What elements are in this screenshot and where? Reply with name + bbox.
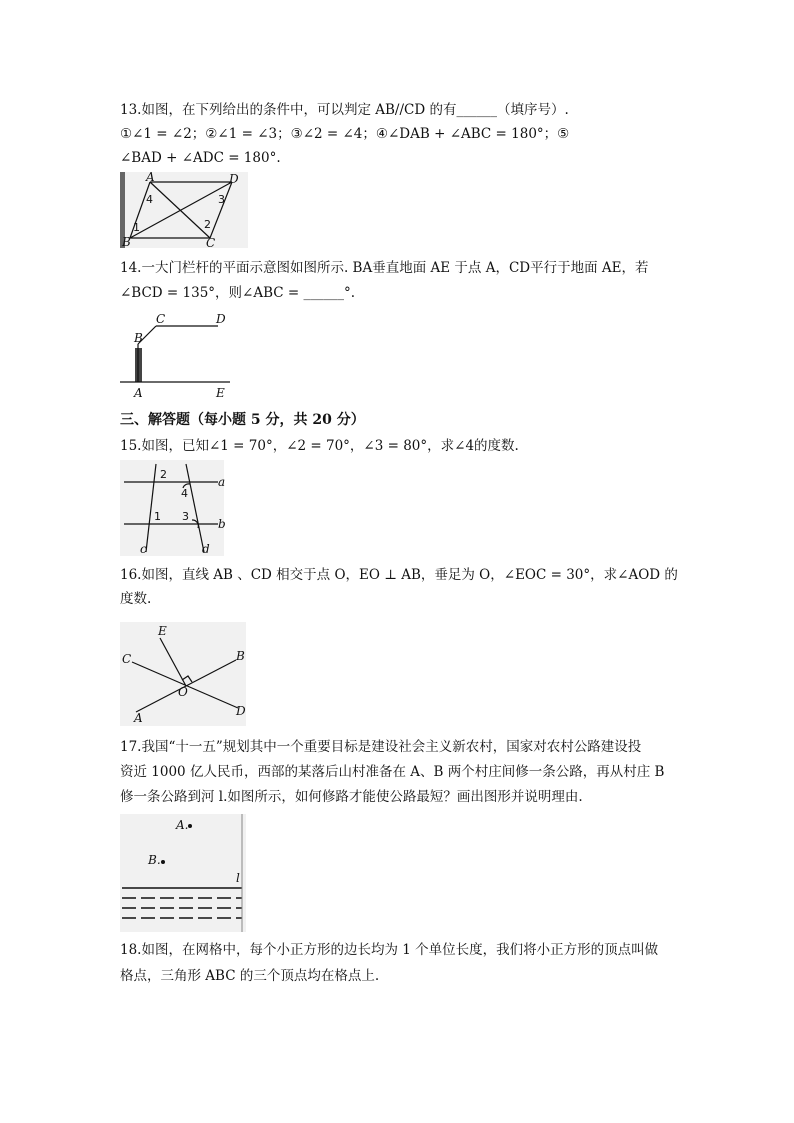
q16-label-C: C — [122, 652, 132, 666]
q13-figure — [120, 172, 248, 248]
q16-label-O: O — [178, 685, 188, 699]
q13-angle-2: 2 — [204, 218, 211, 231]
q17-label-l: l — [236, 871, 240, 885]
q15-angle-4: 4 — [181, 487, 188, 500]
q16-label-D: D — [236, 704, 246, 718]
q13-line2: ①∠1 = ∠2；②∠1 = ∠3；③∠2 = ∠4；④∠DAB + ∠ABC = 180°；⑤ — [120, 126, 570, 142]
q14-label-E: E — [216, 386, 225, 400]
q16-line2: 度数. — [120, 591, 152, 607]
q13-label-A: A — [146, 170, 155, 184]
q15-line1: 15.如图，已知∠1 = 70°，∠2 = 70°，∠3 = 80°，求∠4的度数. — [120, 438, 519, 454]
q17-river-diagram — [120, 814, 246, 932]
q16-label-E: E — [158, 624, 167, 638]
q14-label-D: D — [216, 312, 226, 326]
q13-label-B: B — [122, 235, 131, 249]
q14-label-B: B — [134, 331, 143, 345]
q15-label-d: d — [202, 542, 210, 556]
q15-parallel-lines-diagram — [120, 460, 224, 556]
q16-line1: 16.如图，直线 AB 、CD 相交于点 O，EO ⊥ AB，垂足为 O，∠EOC = 30°，求∠AOD 的 — [120, 567, 678, 583]
q14-label-C: C — [156, 312, 166, 326]
section-3-heading: 三、解答题（每小题 5 分，共 20 分） — [120, 412, 365, 428]
q17-line2: 资近 1000 亿人民币，西部的某落后山村准备在 A、B 两个村庄间修一条公路，再从村庄 B — [120, 764, 665, 780]
q15-angle-1: 1 — [154, 510, 161, 523]
q13-parallelogram-diagram — [120, 172, 248, 248]
q15-label-c: c — [140, 542, 147, 556]
q16-label-B: B — [236, 649, 245, 663]
q13-angle-1: 1 — [133, 221, 140, 234]
q14-line1: 14.一大门栏杆的平面示意图如图所示. BA垂直地面 AE 于点 A，CD平行于地面 AE，若 — [120, 260, 649, 276]
q17-label-B: B. — [148, 853, 161, 867]
q13-line3: ∠BAD + ∠ADC = 180°. — [120, 150, 281, 166]
q13-line1: 13.如图，在下列给出的条件中，可以判定 AB//CD 的有______（填序号）. — [120, 102, 569, 118]
q13-angle-4: 4 — [146, 193, 153, 206]
q14-label-A: A — [134, 386, 143, 400]
q17-line3: 修一条公路到河 l.如图所示，如何修路才能使公路最短？画出图形并说明理由. — [120, 789, 583, 805]
q15-angle-3: 3 — [182, 510, 189, 523]
q13-label-D: D — [229, 172, 239, 186]
q13-label-C: C — [206, 236, 216, 250]
q14-line2: ∠BCD = 135°，则∠ABC = ______°. — [120, 285, 356, 301]
q14-figure — [118, 310, 236, 400]
q16-label-A: A — [134, 711, 143, 725]
q14-gate-diagram — [118, 310, 236, 400]
q15-label-a: a — [218, 475, 226, 489]
q18-line1: 18.如图，在网格中，每个小正方形的边长均为 1 个单位长度，我们将小正方形的顶点叫做 — [120, 942, 659, 958]
q17-figure — [120, 814, 246, 932]
q13-angle-3: 3 — [218, 193, 225, 206]
q17-line1: 17.我国“十一五”规划其中一个重要目标是建设社会主义新农村，国家对农村公路建设投 — [120, 739, 642, 755]
q16-figure — [120, 622, 246, 726]
q18-line2: 格点，三角形 ABC 的三个顶点均在格点上. — [120, 968, 380, 984]
q17-label-A: A. — [176, 818, 189, 832]
q16-intersecting-lines-diagram — [120, 622, 246, 726]
q15-figure — [120, 460, 224, 556]
q15-angle-2: 2 — [160, 468, 167, 481]
q15-label-b: b — [218, 517, 226, 531]
